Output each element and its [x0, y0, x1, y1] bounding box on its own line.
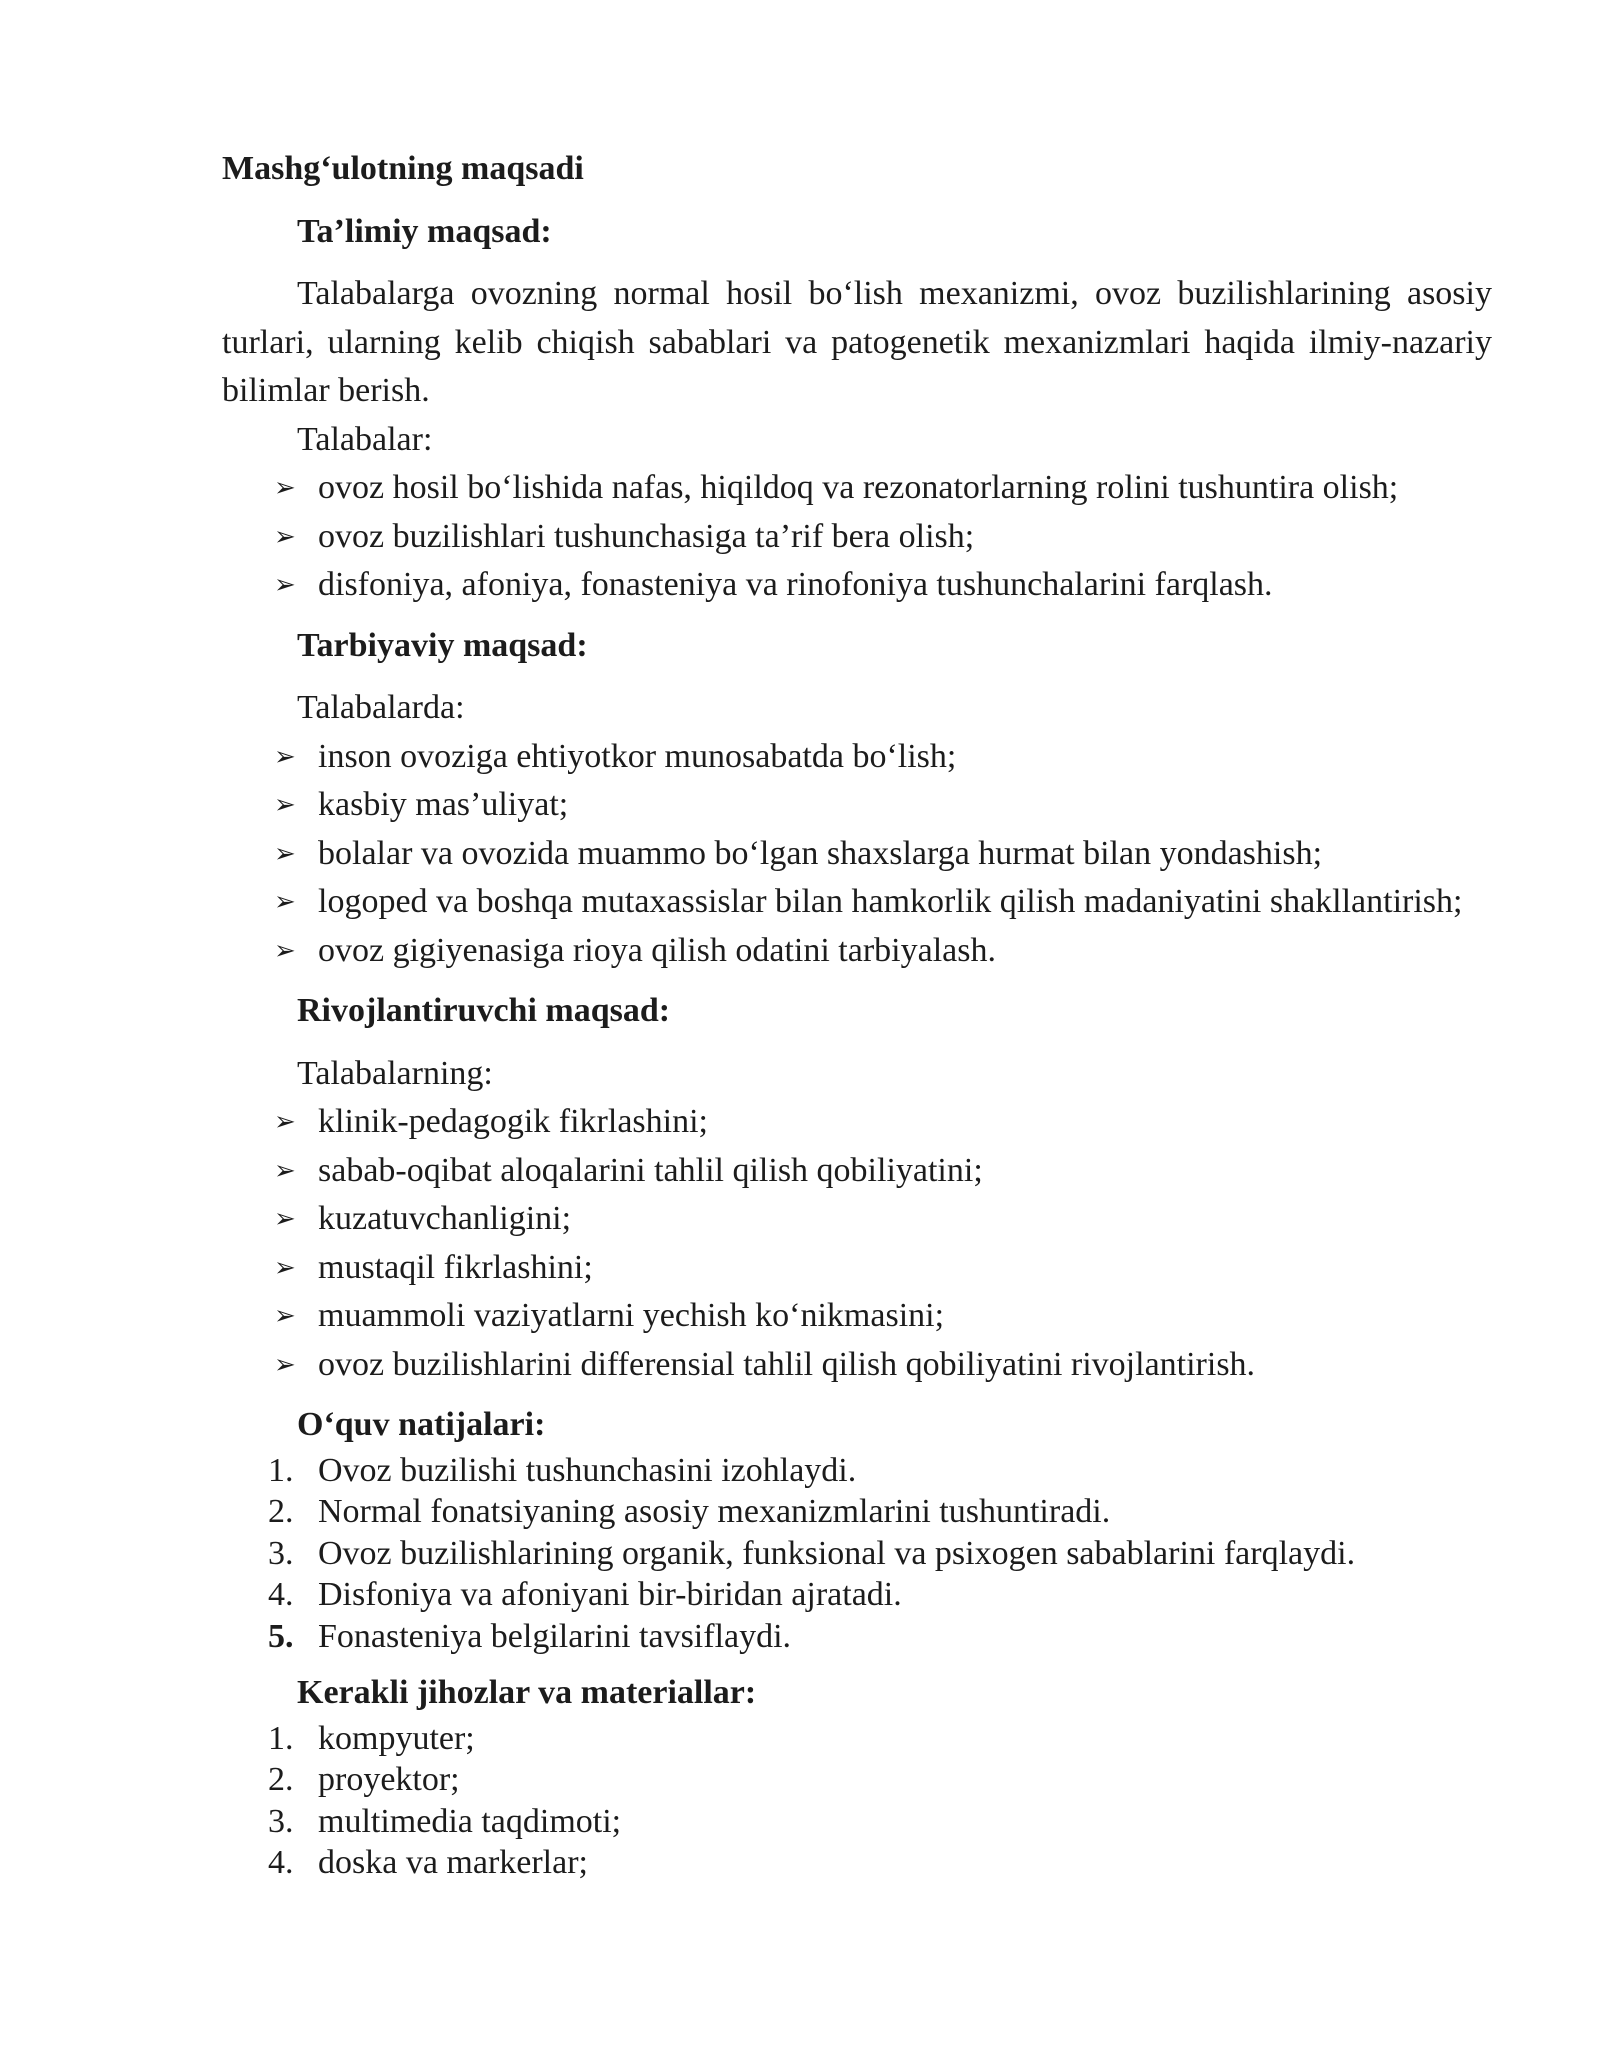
arrow-bullet-icon: ➢ — [274, 473, 296, 503]
equipment-list — [222, 1718, 1492, 1884]
list-item: ➢ logoped va boshqa mutaxassislar bilan hamkorlik qilish madaniyatini shakllantirish; — [222, 878, 1492, 927]
list-item: ➢ sabab-oqibat aloqalarini tahlil qilish qobiliyatini; — [222, 1147, 1492, 1196]
list-number: 2. — [268, 1493, 294, 1530]
arrow-bullet-icon: ➢ — [274, 790, 296, 820]
list-item: 4. doska va markerlar; — [222, 1842, 1492, 1884]
equipment-heading: Kerakli jihozlar va materiallar: — [297, 1674, 757, 1711]
list-item: ➢ kasbiy mas’uliyat; — [222, 781, 1492, 830]
list-item: ➢ ovoz buzilishlari tushunchasiga ta’rif bera olish; — [222, 513, 1492, 562]
list-item: 5. Fonasteniya belgilarini tavsiflaydi. — [222, 1616, 1492, 1658]
list-number: 4. — [268, 1844, 294, 1881]
arrow-bullet-icon: ➢ — [274, 521, 296, 552]
list-number: 3. — [268, 1802, 294, 1840]
arrow-bullet-icon: ➢ — [274, 887, 296, 917]
arrow-bullet-icon: ➢ — [274, 1349, 296, 1380]
list-item: ➢ ovoz gigiyenasiga rioya qilish odatini tarbiyalash. — [222, 927, 1492, 976]
list-number: 1. — [268, 1719, 294, 1757]
upbringing-goal-heading: Tarbiyaviy maqsad: — [297, 626, 588, 664]
arrow-bullet-icon: ➢ — [274, 1301, 296, 1331]
developmental-goal-intro: Talabalarning: — [297, 1054, 493, 1092]
document-title: Mashg‘ulotning maqsadi — [222, 150, 584, 187]
list-number: 3. — [268, 1534, 294, 1572]
list-item: 1. kompyuter; — [222, 1718, 1492, 1760]
document-page — [222, 145, 1492, 1884]
upbringing-goal-list — [222, 733, 1492, 976]
list-item: 4. Disfoniya va afoniyani bir-biridan ajratadi. — [222, 1574, 1492, 1616]
arrow-bullet-icon: ➢ — [274, 935, 296, 966]
list-number: 1. — [268, 1451, 294, 1489]
learning-outcomes-heading: O‘quv natijalari: — [297, 1406, 546, 1443]
list-number: 5. — [268, 1617, 294, 1655]
list-number: 2. — [268, 1761, 294, 1798]
educational-goal-list — [222, 464, 1492, 610]
list-item: 2. proyektor; — [222, 1759, 1492, 1801]
list-item: ➢ kuzatuvchanligini; — [222, 1195, 1492, 1244]
arrow-bullet-icon: ➢ — [274, 1204, 296, 1234]
learning-outcomes-list — [222, 1450, 1492, 1658]
developmental-goal-heading: Rivojlantiruvchi maqsad: — [297, 992, 671, 1029]
developmental-goal-list — [222, 1098, 1492, 1389]
list-item: 1. Ovoz buzilishi tushunchasini izohlaydi. — [222, 1450, 1492, 1492]
arrow-bullet-icon: ➢ — [274, 570, 296, 600]
arrow-bullet-icon: ➢ — [274, 1252, 296, 1283]
list-item: ➢ ovoz buzilishlarini differensial tahlil qilish qobiliyatini rivojlantirish. — [222, 1341, 1492, 1390]
arrow-bullet-icon: ➢ — [274, 741, 296, 772]
list-item: ➢ muammoli vaziyatlarni yechish ko‘nikmasini; — [222, 1292, 1492, 1341]
list-number: 4. — [268, 1576, 294, 1613]
list-item: 2. Normal fonatsiyaning asosiy mexanizmlarini tushuntiradi. — [222, 1491, 1492, 1533]
educational-goal-heading: Ta’limiy maqsad: — [297, 212, 552, 250]
arrow-bullet-icon: ➢ — [274, 838, 296, 869]
list-item: 3. Ovoz buzilishlarining organik, funksional va psixogen sabablarini farqlaydi. — [222, 1533, 1492, 1575]
list-item: ➢ disfoniya, afoniya, fonasteniya va rinofoniya tushunchalarini farqlash. — [222, 561, 1492, 610]
educational-goal-paragraph: Talabalarga ovozning normal hosil bo‘lish mexanizmi, ovoz buzilishlarining asosiy turlari, ularning kelib chiqish sabablari va patogenetik mexanizmlari haqida ilmiy-nazariy bilimlar berish. — [222, 275, 1492, 409]
list-item: 3. multimedia taqdimoti; — [222, 1801, 1492, 1843]
arrow-bullet-icon: ➢ — [274, 1155, 296, 1186]
upbringing-goal-intro: Talabalarda: — [297, 689, 465, 726]
educational-goal-intro: Talabalar: — [297, 420, 433, 458]
list-item: ➢ bolalar va ovozida muammo bo‘lgan shaxslarga hurmat bilan yondashish; — [222, 830, 1492, 879]
list-item: ➢ mustaqil fikrlashini; — [222, 1244, 1492, 1293]
list-item: ➢ klinik-pedagogik fikrlashini; — [222, 1098, 1492, 1147]
list-item: ➢ inson ovoziga ehtiyotkor munosabatda bo‘lish; — [222, 733, 1492, 782]
arrow-bullet-icon: ➢ — [274, 1107, 296, 1137]
list-item: ➢ ovoz hosil bo‘lishida nafas, hiqildoq va rezonatorlarning rolini tushuntira olish; — [222, 464, 1492, 513]
